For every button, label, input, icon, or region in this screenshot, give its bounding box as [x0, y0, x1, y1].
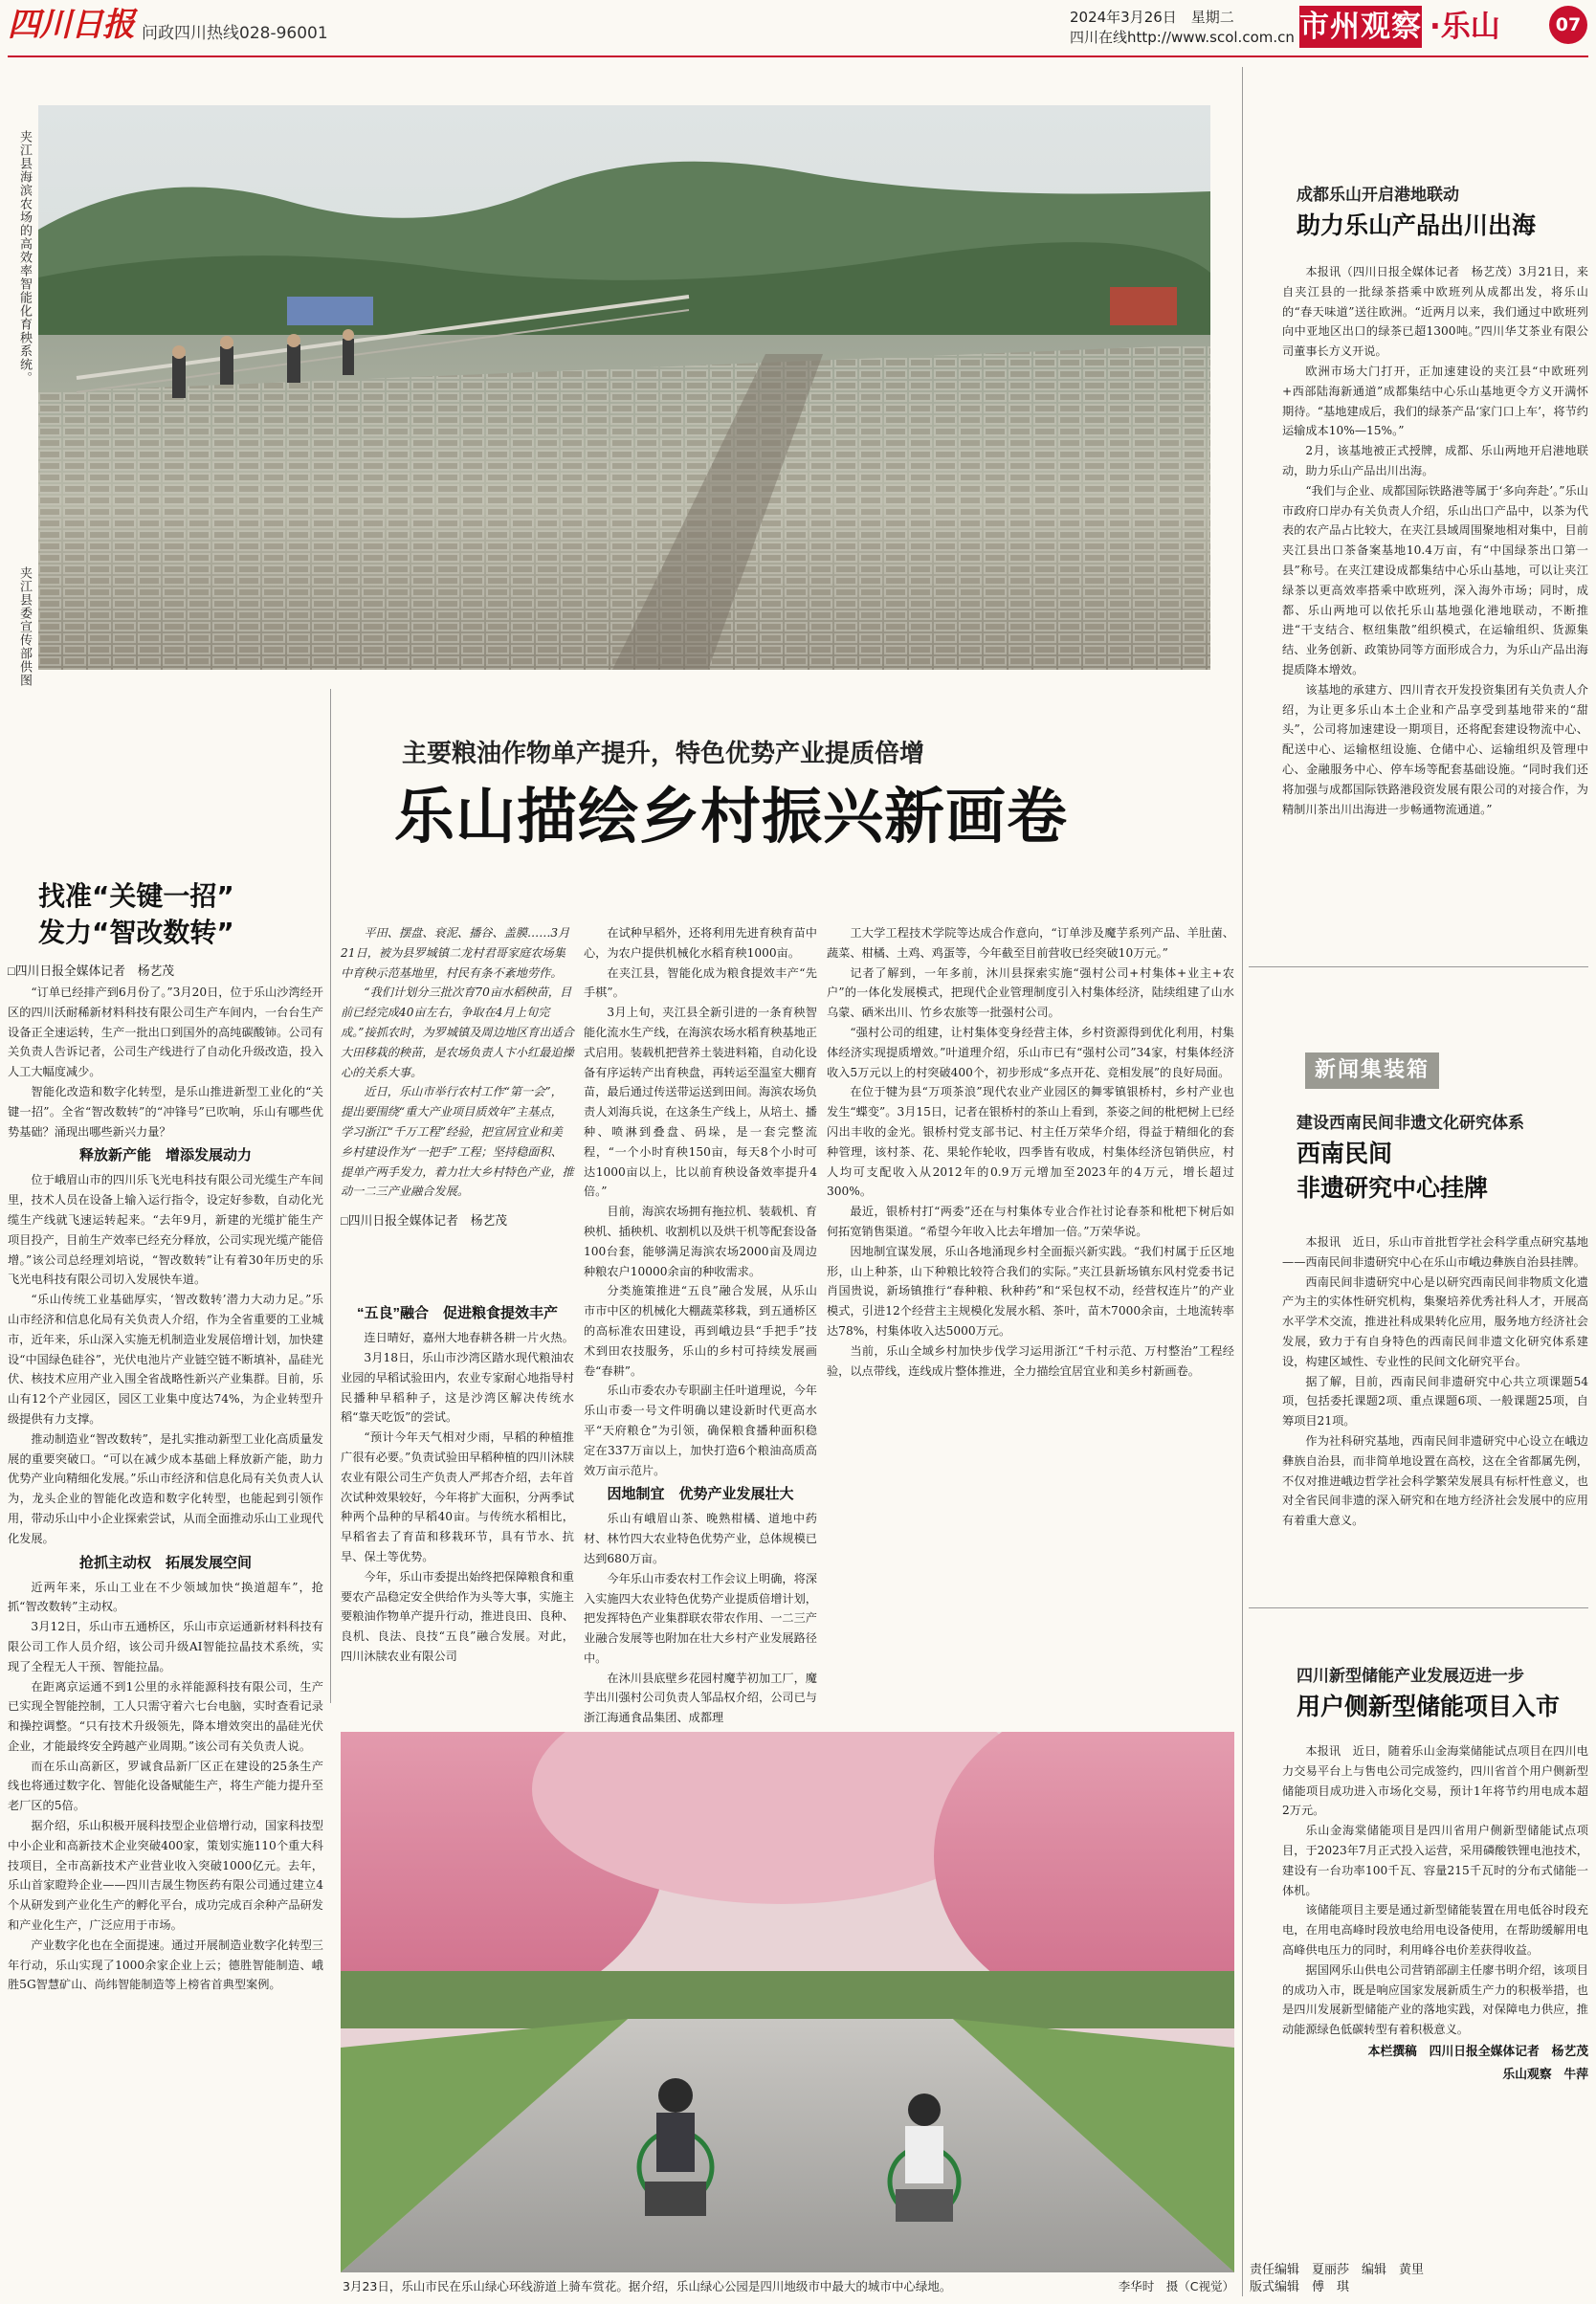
paragraph: 据了解，目前，西南民间非遗研究中心共立项课题54项，包括委托课题2项、重点课题6项、一般课题25项，自筹项目21项。	[1282, 1374, 1588, 1429]
lead-col-2	[584, 923, 817, 1728]
right-headline-1: 助力乐山产品出川出海	[1297, 211, 1537, 239]
paragraph: 乐山市委农办专职副主任叶道理说，今年乐山市委一号文件明确以建设新时代更高水平“天府粮仓”为引领，确保粮食播种面积稳定在337万亩以上，加快打造6个粮油高质高效万亩示范片。	[584, 1384, 817, 1477]
top-photo-caption: 夹江县海滨农场的高效率智能化育秧系统。	[17, 130, 32, 385]
top-photo-credit: 夹江县委宣传部供图	[17, 566, 32, 687]
column-divider	[330, 689, 331, 1703]
subhead: “五良”融合 促进粮食提效丰产	[356, 1305, 558, 1322]
right-story-1	[1297, 182, 1588, 243]
editor-line-1: 责任编辑 夏丽莎 编辑 黄里	[1250, 2263, 1425, 2277]
intro-paragraph: “我们计划分三批次育70亩水稻秧苗，目前已经完成40亩左右，争取在4月上旬完成。”接抓农时，为罗城镇及周边地区育出适合大田移栽的秧苗，是农场负责人卞小红最迫操心的关系大事。	[341, 986, 574, 1079]
paragraph: “订单已经排产到6月份了。”3月20日，位于乐山沙湾经开区的四川沃耐稀新材料科技有限公司生产车间内，一台台生产设备正全速运转，生产一批出口到国外的高纯碳酸铈。公司有关负责人告诉记者，公司生产线进行了自动化升级改造，投入人工大幅度减少。	[8, 986, 323, 1079]
paragraph: 因地制宜谋发展，乐山各地涌现乡村全面振兴新实践。“我们村属于丘区地形，山上种茶，山下种粮比较符合我们的实际。”夹江县新场镇东风村党委书记肖国贵说，新场镇推行“春种粮、秋种药”和“采包权不动，经营权连片”的产业模式，引进12个经营主主规模化发展水稻、茶叶，苗木7000余亩，土地流转率达78%，村集体收入达5000万元。	[827, 1244, 1234, 1338]
paragraph: 乐山金海棠储能项目是四川省用户侧新型储能试点项目，于2023年7月正式投入运营，采用磷酸铁锂电池技术，建设有一台功率100千瓦、容量215千瓦时的分布式储能一体机。	[1282, 1824, 1588, 1897]
masthead	[0, 0, 1596, 55]
paragraph: “乐山传统工业基础厚实，‘智改数转’潜力大动力足。”乐山市经济和信息化局有关负责人介绍，作为全省重要的工业城市，近年来，乐山深入实施无机制造业发展倍增计划，加快建设“中国绿色硅谷”，光伏电池片产业链空链不断填补，晶硅光伏、核技术应用产业入围全省战略性新兴产业集群。目前，乐山有12个产业园区，园区工业集中度达74%，为企业转型升级提供有力支撑。	[8, 1293, 323, 1426]
right-kicker-1: 成都乐山开启港地联动	[1297, 186, 1459, 205]
paragraph: 在沐川县底壁乡花园村魔芋初加工厂，魔芋出川强村公司负责人邹品权介绍，公司已与浙江海通食品集团、成都理	[584, 1671, 817, 1725]
right-story-2-body	[1282, 1232, 1588, 1531]
right-story-3-body	[1282, 1741, 1588, 2086]
right-story-1-body	[1282, 262, 1588, 819]
story-credit-2: 乐山观察 牛萍	[1502, 2066, 1588, 2081]
column-divider	[1242, 67, 1243, 2296]
hotline: 问政四川热线028-96001	[142, 24, 328, 43]
left-headline-1: 找准“关键一招”	[38, 880, 234, 912]
subhead: 释放新产能 增添发展动力	[78, 1147, 252, 1164]
paragraph: “强村公司的组建，让村集体变身经营主体，乡村资源得到优化利用，村集体经济实现提质增效。”叶道理介绍，乐山市已有“强村公司”34家，村集体经济收入5万元以上的村突破400个，初步形成“多点开花、竞相发展”的良好局面。	[827, 1025, 1234, 1079]
right-headline-3: 用户侧新型储能项目入市	[1297, 1693, 1561, 1720]
paragraph: 今年，乐山市委提出始终把保障粮食和重要农产品稳定安全供给作为头等大事，实施主要粮油作物单产提升行动，推进良田、良种、良机、良法、良技“五良”融合发展。对此，四川沐牍农业有限公司	[341, 1569, 574, 1663]
paragraph: 工大学工程技术学院等达成合作意向，“订单涉及魔芋系列产品、羊肚菌、蔬菜、柑橘、土鸡、鸡蛋等，今年截至目前营收已经突破10万元。”	[827, 926, 1234, 960]
website: 四川在线http://www.scol.com.cn	[1070, 29, 1295, 46]
story-credit: 本栏撰稿 四川日报全媒体记者 杨艺茂	[1367, 2043, 1588, 2058]
box-divider	[1249, 1607, 1588, 1608]
photo-cyclists-blossom-path	[341, 1732, 1234, 2272]
paragraph: 在试种早稻外，还将利用先进育秧育苗中心，为农户提供机械化水稻育秧1000亩。	[584, 926, 817, 960]
paragraph: 连日晴好，嘉州大地春耕各耕一片火热。	[364, 1331, 574, 1345]
left-headline-2: 发力“智改数转”	[38, 917, 234, 948]
paragraph: 2月，该基地被正式授牌，成都、乐山两地开启港地联动，助力乐山产品出川出海。	[1282, 444, 1588, 477]
photo-farm-seedling-field	[38, 105, 1210, 670]
paragraph: 据国网乐山供电公司营销部副主任廖书明介绍，该项目的成功入市，既是响应国家发展新质生产力的积极举措，也是四川发展新型储能产业的落地实践，对保障电力供应，推动能源绿色低碳转型有着积极意义。	[1282, 1962, 1588, 2037]
paragraph: 分类施策推进“五良”融合发展，从乐山市市中区的机械化大棚蔬菜移栽，到五通桥区的高标准农田建设，再到峨边县“手把手”技术到田农技服务，乐山的乡村可持续发展画卷“春耕”。	[584, 1284, 817, 1378]
right-kicker-2: 建设西南民间非遗文化研究体系	[1297, 1114, 1524, 1133]
paragraph: 本报讯 近日，随着乐山金海棠储能试点项目在四川电力交易平台上与售电公司完成签约，四川省首个用户侧新型储能项目成功进入市场化交易，预计1年将节约用电成本超2万元。	[1282, 1744, 1588, 1818]
section-location: ·乐山	[1430, 10, 1500, 44]
paragraph: 最近，银桥村打“两委”还在与村集体专业合作社讨论春茶和枇杷下树后如何拓宽销售渠道。“希望今年收入比去年增加一倍。”万荣华说。	[827, 1205, 1234, 1238]
paragraph: 在距离京运通不到1公里的永祥能源科技有限公司，生产已实现全智能控制，工人只需守着六七台电脑，实时查看记录和操控调整。“只有技术升级领先，降本增效突出的晶硅光伏企业，才能最终安全跨越产业周期。”该公司有关负责人说。	[8, 1679, 323, 1753]
intro-paragraph: 近日，乐山市举行农村工作“第一会”，提出要围绕“重大产业项目质效年”主基点，学习浙江“千万工程”经验，把宣居宜业和美乡村建设作为“一把手”工程；坚持稳面积、提单产两手发力，着力壮大乡村特色产业，推动一二三产业融合发展。	[341, 1085, 574, 1199]
paragraph: 西南民间非遗研究中心是以研究西南民间非物质文化遗产为主的实体性研究机构，集聚培养优秀社科人才，开展高水平学术交流，推进社科成果转化应用，服务地方经济社会发展，致力于有自身特色的西南民间非遗文化研究体系建设，构建区域性、专业性的民间文化研究平台。	[1282, 1274, 1588, 1368]
left-byline: □四川日报全媒体记者 杨艺茂	[8, 964, 175, 978]
news-box-label: 新闻集装箱	[1305, 1052, 1439, 1089]
paragraph: 欧洲市场大门打开，正加速建设的夹江县“中欧班列+西部陆海新通道”成都集结中心乐山基地更令方义开满怀期待。“基地建成后，我们的绿茶产品‘家门口上车’，将节约运输成本10%—15%。”	[1282, 364, 1588, 438]
paragraph: 今年乐山市委农村工作会议上明确，将深入实施四大农业特色优势产业提质倍增计划，把发挥特色产业集群联农带农作用、一二三产业融合发展等也附加在壮大乡村产业发展路径中。	[584, 1571, 817, 1665]
paragraph: 3月12日，乐山市五通桥区，乐山市京运通新材料科技有限公司工作人员介绍，该公司升级AI智能拉晶技术系统，实现了全程无人干预、智能拉晶。	[8, 1620, 323, 1673]
paragraph: 作为社科研究基地，西南民间非遗研究中心设立在峨边彝族自治县，而非简单地设置在高校，这在全省都属先例，不仅对推进峨边哲学社会科学繁荣发展具有标杆性意义，也对全省民间非遗的深入研究和在地方经济社会发展中的应用有着重大意义。	[1282, 1433, 1588, 1528]
paragraph: 该储能项目主要是通过新型储能装置在用电低谷时段充电，在用电高峰时段放电给用电设备使用，在帮助缓解用电高峰供电压力的同时，利用峰谷电价差获得收益。	[1282, 1903, 1588, 1957]
paragraph: 该基地的承建方、四川青衣开发投资集团有关负责人介绍，为让更多乐山本土企业和产品享受到基地带来的“甜头”，公司将加速建设一期项目，还将配套建设物流中心、配送中心、运输枢纽设施、仓储中心、运输组织及管理中心、金融服务中心、停车场等配套基础设施。“同时我们还将加强与成都国际铁路港段资发展有限公司的对接合作，为精制川茶出川出海进一步畅通物流通道。”	[1282, 682, 1588, 816]
paragraph: 而在乐山高新区，罗诚食品新厂区正在建设的25条生产线也将通过数字化、智能化设备赋能生产，将生产能力提升至老厂区的5倍。	[8, 1759, 323, 1813]
paragraph: 近两年来，乐山工业在不少领域加快“换道超车”，抢抓“智改数转”主动权。	[8, 1580, 323, 1614]
dateline	[1070, 8, 1295, 48]
paragraph: 据介绍，乐山积极开展科技型企业倍增行动，国家科技型中小企业和高新技术企业突破400家，策划实施110个重大科技项目，全市高新技术产业营业收入突破1000亿元。去年，乐山首家瞪羚企业——四川吉晟生物医药有限公司通过建立4个从研发到产业化生产的孵化平台，成功完成百余种产品研发和产业化生产，广泛应用于市场。	[8, 1819, 323, 1933]
bottom-photo-credit: 李华时 摄（C视觉）	[1118, 2279, 1234, 2293]
right-headline-2a: 西南民间	[1297, 1140, 1393, 1167]
lead-col-3	[827, 923, 1234, 1381]
paragraph: 3月上旬，夹江县全新引进的一条育秧智能化流水生产线，在海滨农场水稻育秧基地正式启用。装载机把营养土装进料箱，自动化设备有序运转产出育秧盘，再转运至温室大棚育苗，最后通过传送带运送到田间。海滨农场负责人刘海兵说，在这条生产线上，从培土、播种、喷淋到叠盘、码垛，是一套完整流程，“一个小时育秧150亩，每天8个小时可达1000亩以上，比以前育秧设备效率提升4倍。”	[584, 1006, 817, 1199]
lead-kicker: 主要粮油作物单产提升，特色优势产业提质倍增	[402, 740, 925, 768]
left-story	[38, 878, 325, 951]
box-divider	[1249, 966, 1588, 967]
paragraph: 本报讯（四川日报全媒体记者 杨艺茂）3月21日，来自夹江县的一批绿茶搭乘中欧班列从成都出发，将乐山的“春天味道”送往欧洲。“近两月以来，我们通过中欧班列向中亚地区出口的绿茶已超1300吨。”四川华艾茶业有限公司董事长方义开说。	[1282, 265, 1588, 359]
right-story-2	[1297, 1110, 1588, 1206]
lead-byline: □四川日报全媒体记者 杨艺茂	[341, 1213, 508, 1229]
paragraph: 产业数字化也在全面提速。通过开展制造业数字化转型三年行动，乐山实现了1000余家企业上云；德胜智能制造、峨胜5G智慧矿山、尚纬智能制造等上榜省首典型案例。	[8, 1938, 323, 1992]
left-story-body	[8, 960, 323, 1995]
masthead-rule	[8, 55, 1588, 57]
paragraph: 位于峨眉山市的四川乐飞光电科技有限公司光缆生产车间里，技术人员在设备上输入运行指令，设定好参数，自动化光缆生产线就飞速运转起来。“去年9月，新建的光缆扩能生产项目投产，目前生产效率已经充分释放，公司实现光缆产能倍增。”该公司总经理刘培说，“智改数转”让有着30年历史的乐飞光电科技有限公司切入发展快车道。	[8, 1173, 323, 1287]
lead-headline: 乐山描绘乡村振兴新画卷	[394, 782, 1068, 852]
subhead: 因地制宜 优势产业发展壮大	[607, 1486, 794, 1503]
bottom-photo	[341, 1732, 1234, 2272]
editor-line-2: 版式编辑 傅 琪	[1250, 2280, 1350, 2294]
right-story-3	[1297, 1663, 1588, 1724]
intro-paragraph: 平田、摆盘、衰泥、播谷、盖膜……3月21日，被为县罗城镇二龙村君哥家庭农场集中育秧示范基地里，村民有条不紊地劳作。	[341, 926, 570, 980]
paragraph: 本报讯 近日，乐山市首批哲学社会科学重点研究基地——西南民间非遗研究中心在乐山市峨边彝族自治县挂牌。	[1282, 1235, 1588, 1269]
paragraph: 在位于犍为县“万项茶浪”现代农业产业园区的舞零镇银桥村，乡村产业也发生“蝶变”。3月15日，记者在银桥村的茶山上看到，茶姿之间的枇杷树上已经闪出丰收的金光。银桥村党支部书记、村主任万荣华介绍，得益于精细化的套种管理，该村茶、花、果轮作轮收，四季皆有收成，村集体经济包销供应，村人均可支配收入从2012年的0.9万元增加至2023年的4万元，增长超过300%。	[827, 1085, 1234, 1199]
paragraph: 3月18日，乐山市沙湾区踏水现代粮油农业园的早稻试验田内，农业专家耐心地指导村民播种早稻种子，这是沙湾区解决传统水稻“靠天吃饭”的尝试。	[341, 1350, 574, 1425]
paragraph: 当前，乐山全域乡村加快步伐学习运用浙江“千村示范、万村整治”工程经验，以点带线，连线成片整体推进，全力描绘宜居宜业和美乡村新画卷。	[827, 1343, 1234, 1378]
top-photo	[38, 105, 1210, 670]
newspaper-logo: 四川日报	[8, 6, 134, 44]
issue-date: 2024年3月26日 星期二	[1070, 9, 1234, 26]
paragraph: “我们与企业、成都国际铁路港等属于‘多向奔赴’。”乐山市政府口岸办有关负责人介绍，乐山出口产品中，以茶为代表的农产品占比较大，在夹江县域周围聚地相对集中，目前夹江县出口茶备案基地10.4万亩，有“中国绿茶出口第一县”称号。在夹江建设成都集结中心乐山基地，可以让夹江绿茶以更高效率搭乘中欧班列，深入海外市场；同时，成都、乐山两地可以依托乐山基地强化港地联动，不断推进“干支结合、枢纽集散”组织模式，在运输组织、货源集结、业务创新、政策协同等方面形成合力，为乐山产品出海提质降本增效。	[1282, 483, 1588, 676]
paragraph: 在夹江县，智能化成为粮食提效丰产“先手棋”。	[584, 965, 817, 1000]
right-kicker-3: 四川新型储能产业发展迈进一步	[1297, 1667, 1524, 1686]
paragraph: 乐山有峨眉山茶、晚熟柑橘、道地中药材、林竹四大农业特色优势产业，总体规模已达到680万亩。	[584, 1512, 817, 1565]
bottom-photo-caption: 3月23日，乐山市民在乐山绿心环线游道上骑车赏花。据介绍，乐山绿心公园是四川地级市中最大的城市中心绿地。	[343, 2279, 952, 2293]
paragraph: 记者了解到，一年多前，沐川县探索实施“强村公司+村集体+业主+农户”的一体化发展模式，把现代企业管理制度引入村集体经济，陆续组建了山水乌蒙、硒米出川、竹乡农旅等一批强村公司。	[827, 965, 1234, 1020]
lead-col-1	[341, 923, 574, 1667]
paragraph: 目前，海滨农场拥有拖拉机、装载机、育秧机、插秧机、收割机以及烘干机等配套设备100台套，能够满足海滨农场2000亩及周边种粮农户10000余亩的种收需求。	[584, 1205, 817, 1278]
right-headline-2b: 非遗研究中心挂牌	[1297, 1174, 1489, 1202]
subhead: 抢抓主动权 拓展发展空间	[78, 1554, 252, 1571]
paragraph: “预计今年天气相对少雨，早稻的种植推广很有必要。”负责试验田早稻种植的四川沐牍农业有限公司生产负责人严邦杏介绍，去年首次试种效果较好，今年将扩大面积，分两季试种两个品种的早稻40亩。与传统水稻相比，早稻省去了育苗和移栽环节，具有节水、抗旱、保土等优势。	[341, 1430, 574, 1563]
page-number: 07	[1549, 6, 1587, 44]
section-title: 市州观察	[1299, 6, 1422, 48]
paragraph: 推动制造业“智改数转”，是扎实推动新型工业化高质量发展的重要突破口。“可以在减少成本基础上释放新产能，助力优势产业向精细化发展。”乐山市经济和信息化局有关负责人认为，龙头企业的智能化改造和数字化转型，也能起到引领作用，带动乐山中小企业探索尝试，从而全面推动乐山工业现代化发展。	[8, 1431, 323, 1545]
paragraph: 智能化改造和数字化转型，是乐山推进新型工业化的“关键一招”。全省“智改数转”的“冲锋号”已吹响，乐山有哪些优势基础？涌现出哪些新兴力量？	[8, 1084, 323, 1139]
editor-credits	[1250, 2262, 1588, 2296]
